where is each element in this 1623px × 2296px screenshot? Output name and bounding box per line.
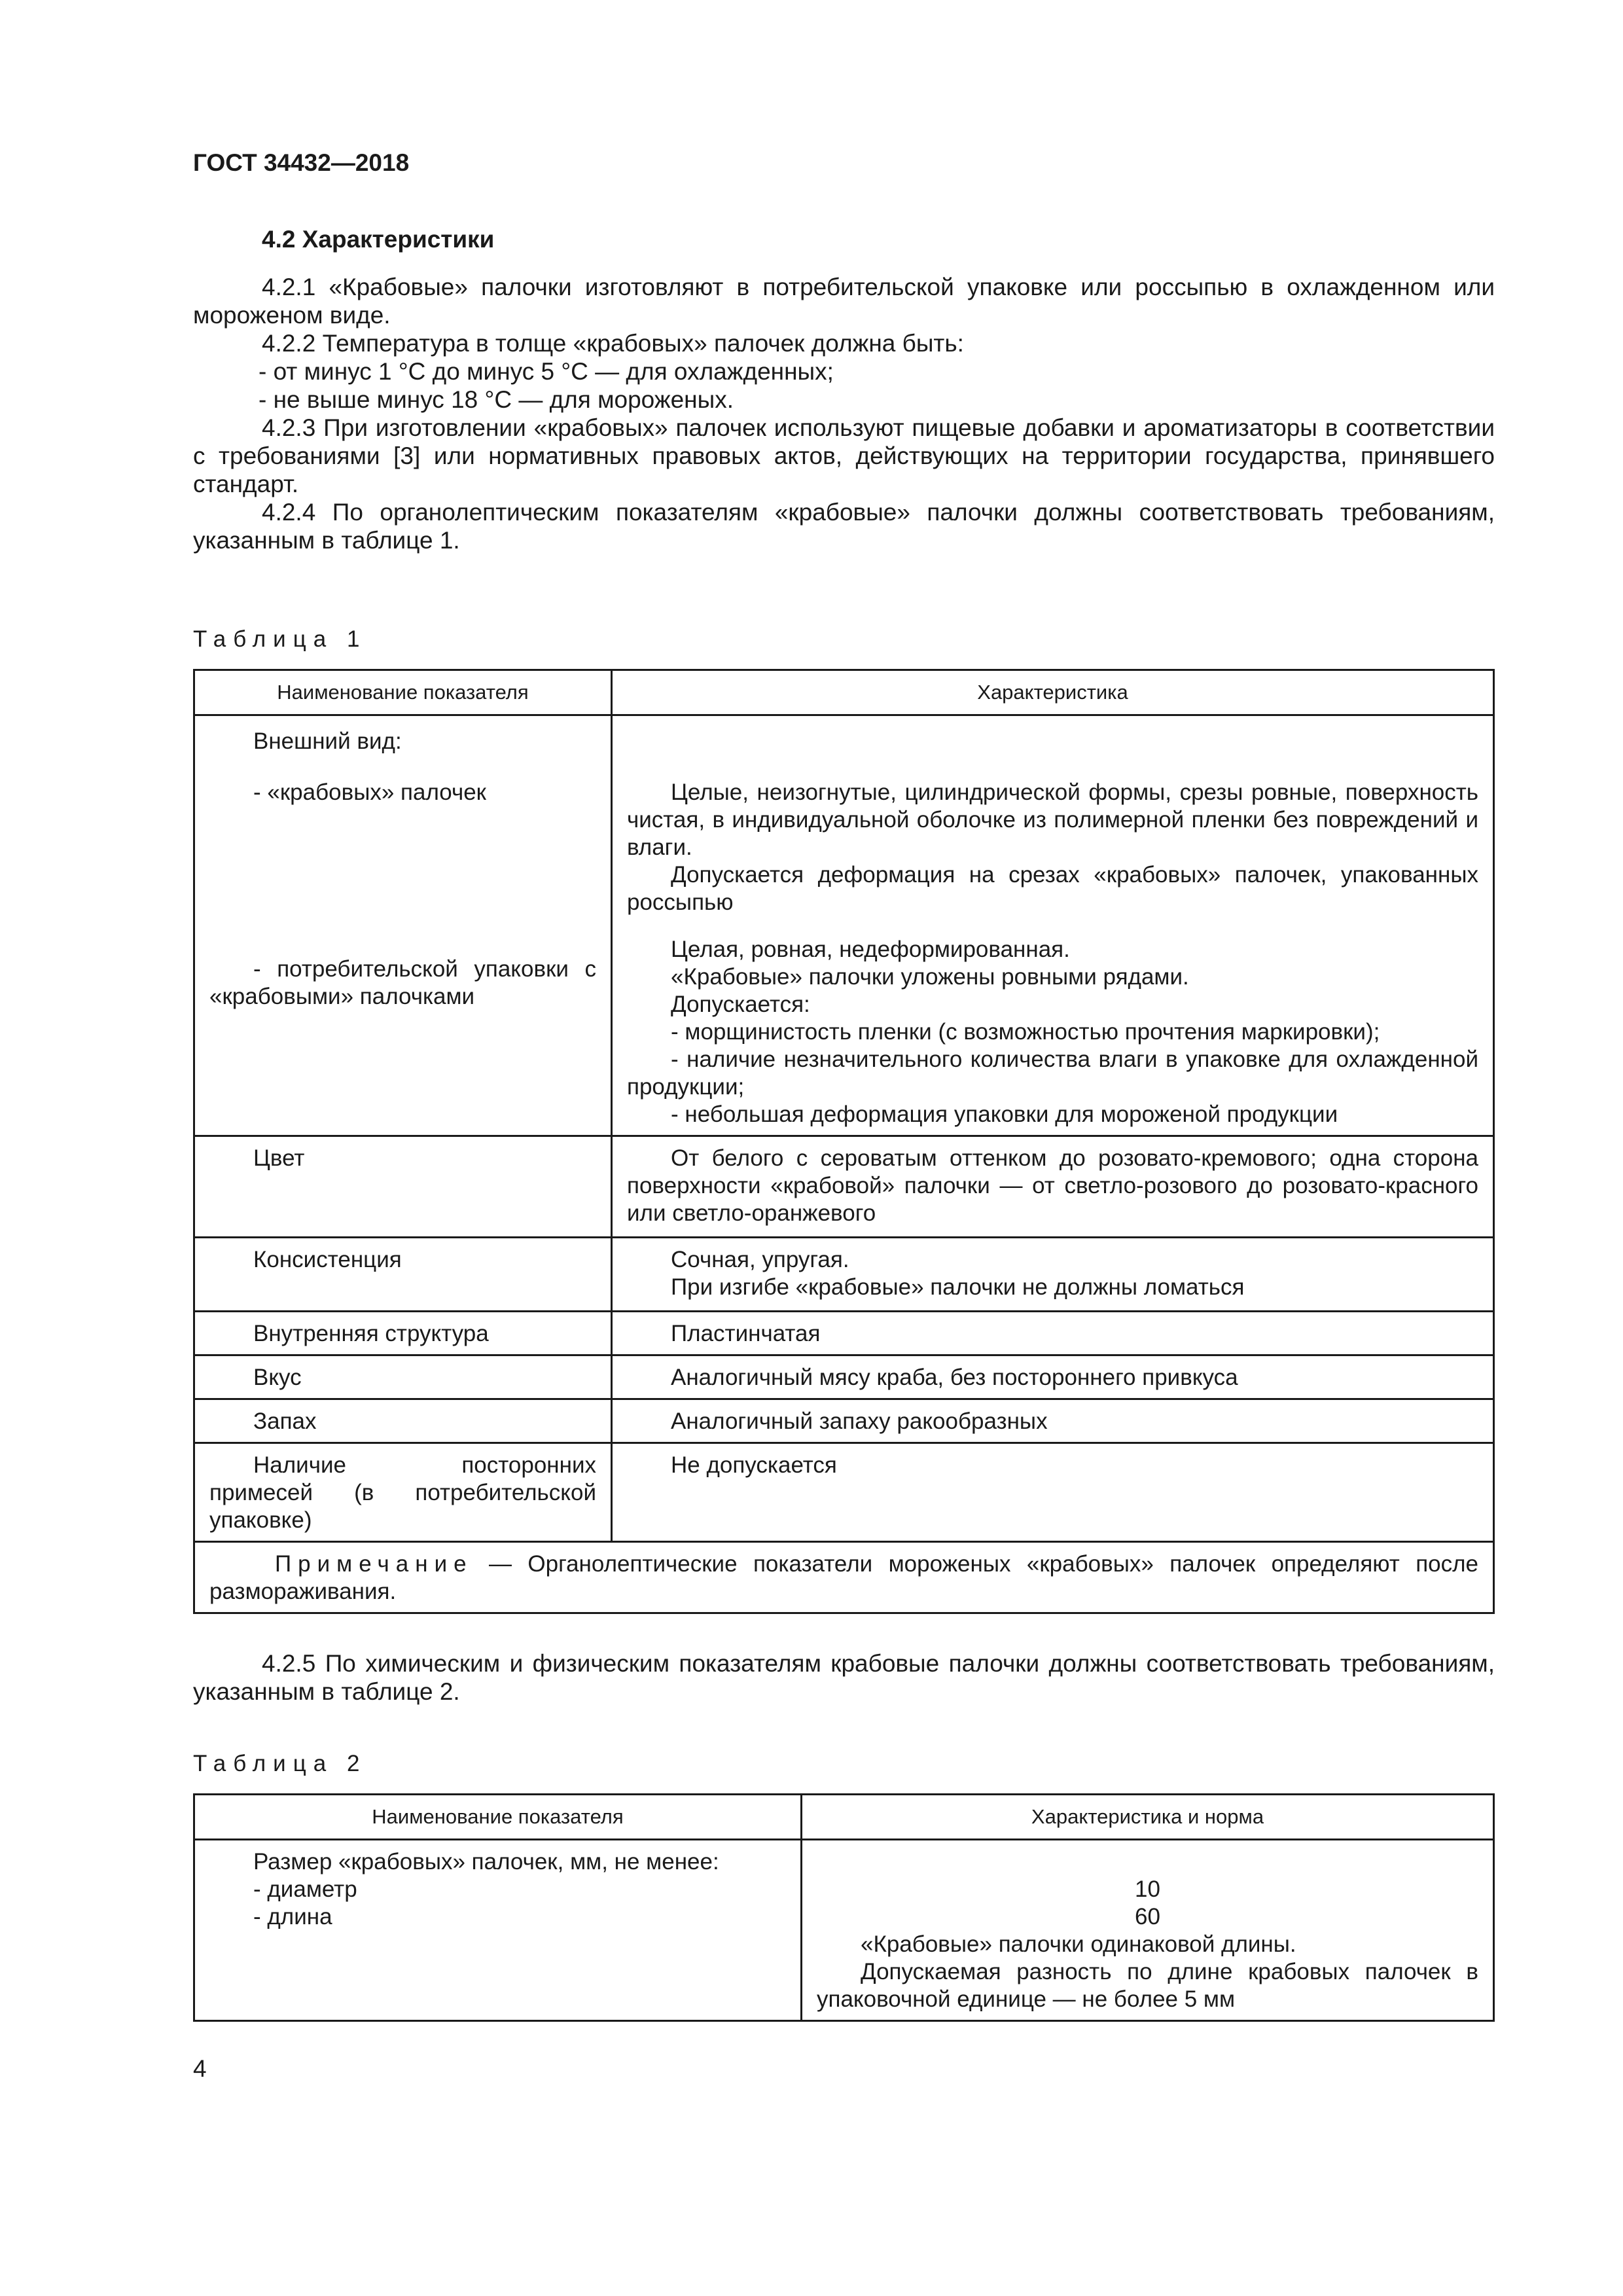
note-text: — Органолептические показатели мороженых «крабовых» палочек определяют после размораживания. bbox=[209, 1551, 1478, 1604]
table2-caption: Таблица 2 bbox=[193, 1751, 367, 1776]
table1-row-color bbox=[194, 1136, 1494, 1238]
table2 bbox=[193, 1793, 1495, 2022]
table1-row-appearance bbox=[194, 715, 1494, 1136]
page-number: 4 bbox=[193, 2055, 207, 2082]
appearance-label: Внешний вид: bbox=[253, 728, 402, 754]
tolerance-text: Допускаемая разность по длине крабовых палочек в упаковочной единице — не более 5 мм bbox=[817, 1959, 1478, 2012]
table2-size-name-cell bbox=[194, 1840, 802, 2021]
size-label: Размер «крабовых» палочек, мм, не менее: bbox=[253, 1849, 719, 1874]
table1-header-name: Наименование показателя bbox=[194, 670, 612, 715]
row-taste-name: Вкус bbox=[253, 1365, 302, 1390]
paragraph-4-2-1: 4.2.1 «Крабовые» палочки изготовляют в потребительской упаковке или россыпью в охлажденном или мороженом виде. bbox=[193, 274, 1495, 329]
row-consistency-value-2: При изгибе «крабовые» палочки не должны ломаться bbox=[671, 1274, 1245, 1300]
appearance-sticks-label: - «крабовых» палочек bbox=[253, 780, 486, 805]
table1-row-smell bbox=[194, 1399, 1494, 1443]
table2-header-name: Наименование показателя bbox=[194, 1795, 802, 1840]
table1-appearance-value-cell bbox=[612, 715, 1494, 1136]
table1-header-value: Характеристика bbox=[612, 670, 1494, 715]
paragraph-4-2-2: 4.2.2 Температура в толще «крабовых» палочек должна быть: bbox=[262, 330, 964, 357]
package-line: - наличие незначительного количества влаги в упаковке для охлажденной продукции; bbox=[627, 1047, 1478, 1100]
row-color-value: От белого с сероватым оттенком до розовато-кремового; одна сторона поверхности «крабовой» палочки — от светло-розового до розовато-красного или светло-оранжевого bbox=[627, 1145, 1478, 1226]
table1 bbox=[193, 669, 1495, 1614]
diameter-label: - диаметр bbox=[253, 1876, 357, 1902]
package-line: Целая, ровная, недеформированная. bbox=[671, 937, 1070, 962]
note-label: Примечание bbox=[275, 1551, 473, 1577]
table1-header-row bbox=[194, 670, 1494, 715]
table2-header-row bbox=[194, 1795, 1494, 1840]
package-line: - небольшая деформация упаковки для мороженой продукции bbox=[671, 1102, 1338, 1127]
table2-size-value-cell bbox=[802, 1840, 1494, 2021]
package-line: - морщинистость пленки (с возможностью прочтения маркировки); bbox=[671, 1019, 1380, 1045]
row-consistency-value-1: Сочная, упругая. bbox=[671, 1247, 849, 1272]
table1-note bbox=[194, 1542, 1494, 1613]
package-line: Допускается: bbox=[671, 992, 810, 1017]
table1-row-taste bbox=[194, 1355, 1494, 1399]
table1-note-row bbox=[194, 1542, 1494, 1613]
diameter-value: 10 bbox=[1135, 1876, 1160, 1902]
paragraph-mid-block bbox=[193, 1649, 1495, 1706]
length-label: - длина bbox=[253, 1904, 332, 1929]
row-impurities-name: Наличие посторонних примесей (в потребительской упаковке) bbox=[209, 1452, 596, 1533]
package-line: «Крабовые» палочки уложены ровными рядами. bbox=[671, 964, 1189, 990]
table1-row-consistency bbox=[194, 1238, 1494, 1312]
row-color-name: Цвет bbox=[253, 1145, 305, 1171]
equal-length-text: «Крабовые» палочки одинаковой длины. bbox=[861, 1931, 1296, 1957]
appearance-sticks-desc-2: Допускается деформация на срезах «крабовых» палочек, упакованных россыпью bbox=[627, 862, 1478, 915]
appearance-sticks-desc-1: Целые, неизогнутые, цилиндрической формы, срезы ровные, поверхность чистая, в индивидуальной оболочке из полимерной пленки без повреждений и влаги. bbox=[627, 780, 1478, 860]
paragraph-4-2-5: 4.2.5 По химическим и физическим показателям крабовые палочки должны соответствовать требованиям, указанным в таблице 2. bbox=[193, 1650, 1495, 1705]
section-title: 4.2 Характеристики bbox=[262, 226, 495, 253]
row-smell-value: Аналогичный запаху ракообразных bbox=[671, 1408, 1048, 1434]
paragraph-temp-chilled: - от минус 1 °С до минус 5 °С — для охлажденных; bbox=[259, 358, 834, 385]
row-smell-name: Запах bbox=[253, 1408, 317, 1434]
document-code: ГОСТ 34432—2018 bbox=[193, 149, 410, 176]
row-impurities-value: Не допускается bbox=[671, 1452, 837, 1478]
row-consistency-name: Консистенция bbox=[253, 1247, 402, 1272]
table1-row-structure bbox=[194, 1312, 1494, 1355]
table2-header-value: Характеристика и норма bbox=[802, 1795, 1494, 1840]
table2-row-size bbox=[194, 1840, 1494, 2021]
table1-row-impurities bbox=[194, 1443, 1494, 1542]
table1-caption: Таблица 1 bbox=[193, 626, 367, 652]
paragraph-4-2-4: 4.2.4 По органолептическим показателям «крабовые» палочки должны соответствовать требованиям, указанным в таблице 1. bbox=[193, 499, 1495, 554]
row-structure-value: Пластинчатая bbox=[671, 1321, 821, 1346]
length-value: 60 bbox=[1135, 1904, 1160, 1929]
row-structure-name: Внутренняя структура bbox=[253, 1321, 489, 1346]
table1-appearance-name-cell bbox=[194, 715, 612, 1136]
row-taste-value: Аналогичный мясу краба, без постороннего привкуса bbox=[671, 1365, 1238, 1390]
paragraphs-top bbox=[193, 273, 1495, 554]
paragraph-temp-frozen: - не выше минус 18 °С — для мороженых. bbox=[259, 386, 734, 413]
paragraph-4-2-3: 4.2.3 При изготовлении «крабовых» палочек используют пищевые добавки и ароматизаторы в соответствии с требованиями [3] или нормативных правовых актов, действующих на территории государства, принявшего стандарт. bbox=[193, 414, 1495, 497]
appearance-package-label: - потребительской упаковки с «крабовыми» палочками bbox=[209, 956, 596, 1009]
